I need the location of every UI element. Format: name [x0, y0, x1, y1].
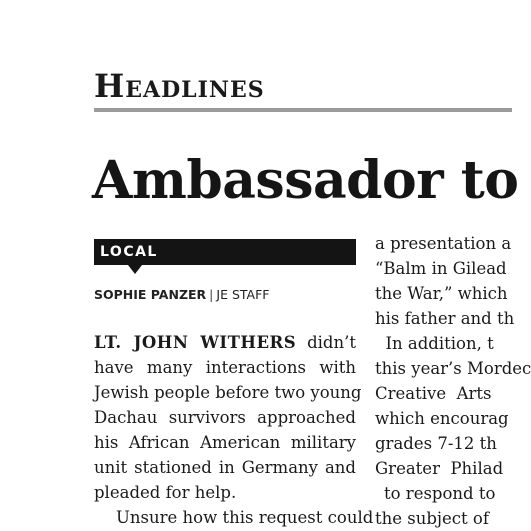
- byline-org: JE STAFF: [216, 287, 270, 302]
- body-line: the subject of: [375, 509, 489, 528]
- body-line: this year’s Mordec: [375, 359, 531, 378]
- category-tag-pointer: [128, 265, 142, 274]
- article-column-right: [375, 231, 531, 531]
- category-tag-label: LOCAL: [100, 244, 158, 260]
- body-line: which encourag: [375, 409, 509, 428]
- body-line: Unsure how this request could: [116, 508, 374, 527]
- body-line: Jewish people before two young: [94, 383, 362, 402]
- body-line: Dachau survivors approached: [94, 408, 356, 427]
- lede: LT. JOHN WITHERS: [94, 333, 297, 352]
- byline-separator: |: [209, 287, 214, 302]
- body-line: Greater Philad: [375, 459, 504, 478]
- body-line: the War,” which: [375, 284, 508, 303]
- body-line: unit stationed in Germany and: [94, 458, 356, 477]
- article-column-left: [94, 330, 374, 530]
- body-line: have many interactions with: [94, 358, 356, 377]
- body-line: grades 7-12 th: [375, 434, 497, 453]
- section-divider: [94, 108, 512, 112]
- category-tag: [94, 239, 356, 265]
- body-line: Creative Arts: [375, 384, 492, 403]
- body-line: his African American military: [94, 433, 356, 452]
- byline: [94, 287, 269, 303]
- body-text: didn’t: [296, 333, 356, 352]
- section-header: Headlines: [94, 67, 265, 105]
- body-line: “Balm in Gilead: [375, 259, 507, 278]
- body-line: his father and th: [375, 309, 515, 328]
- body-line: In addition, t: [375, 334, 494, 353]
- body-line: a presentation a: [375, 234, 512, 253]
- body-line: to respond to: [384, 484, 496, 503]
- body-line: [94, 330, 356, 355]
- article-headline: Ambassador to: [92, 150, 519, 211]
- body-line: pleaded for help.: [94, 483, 237, 502]
- byline-author: SOPHIE PANZER: [94, 287, 207, 302]
